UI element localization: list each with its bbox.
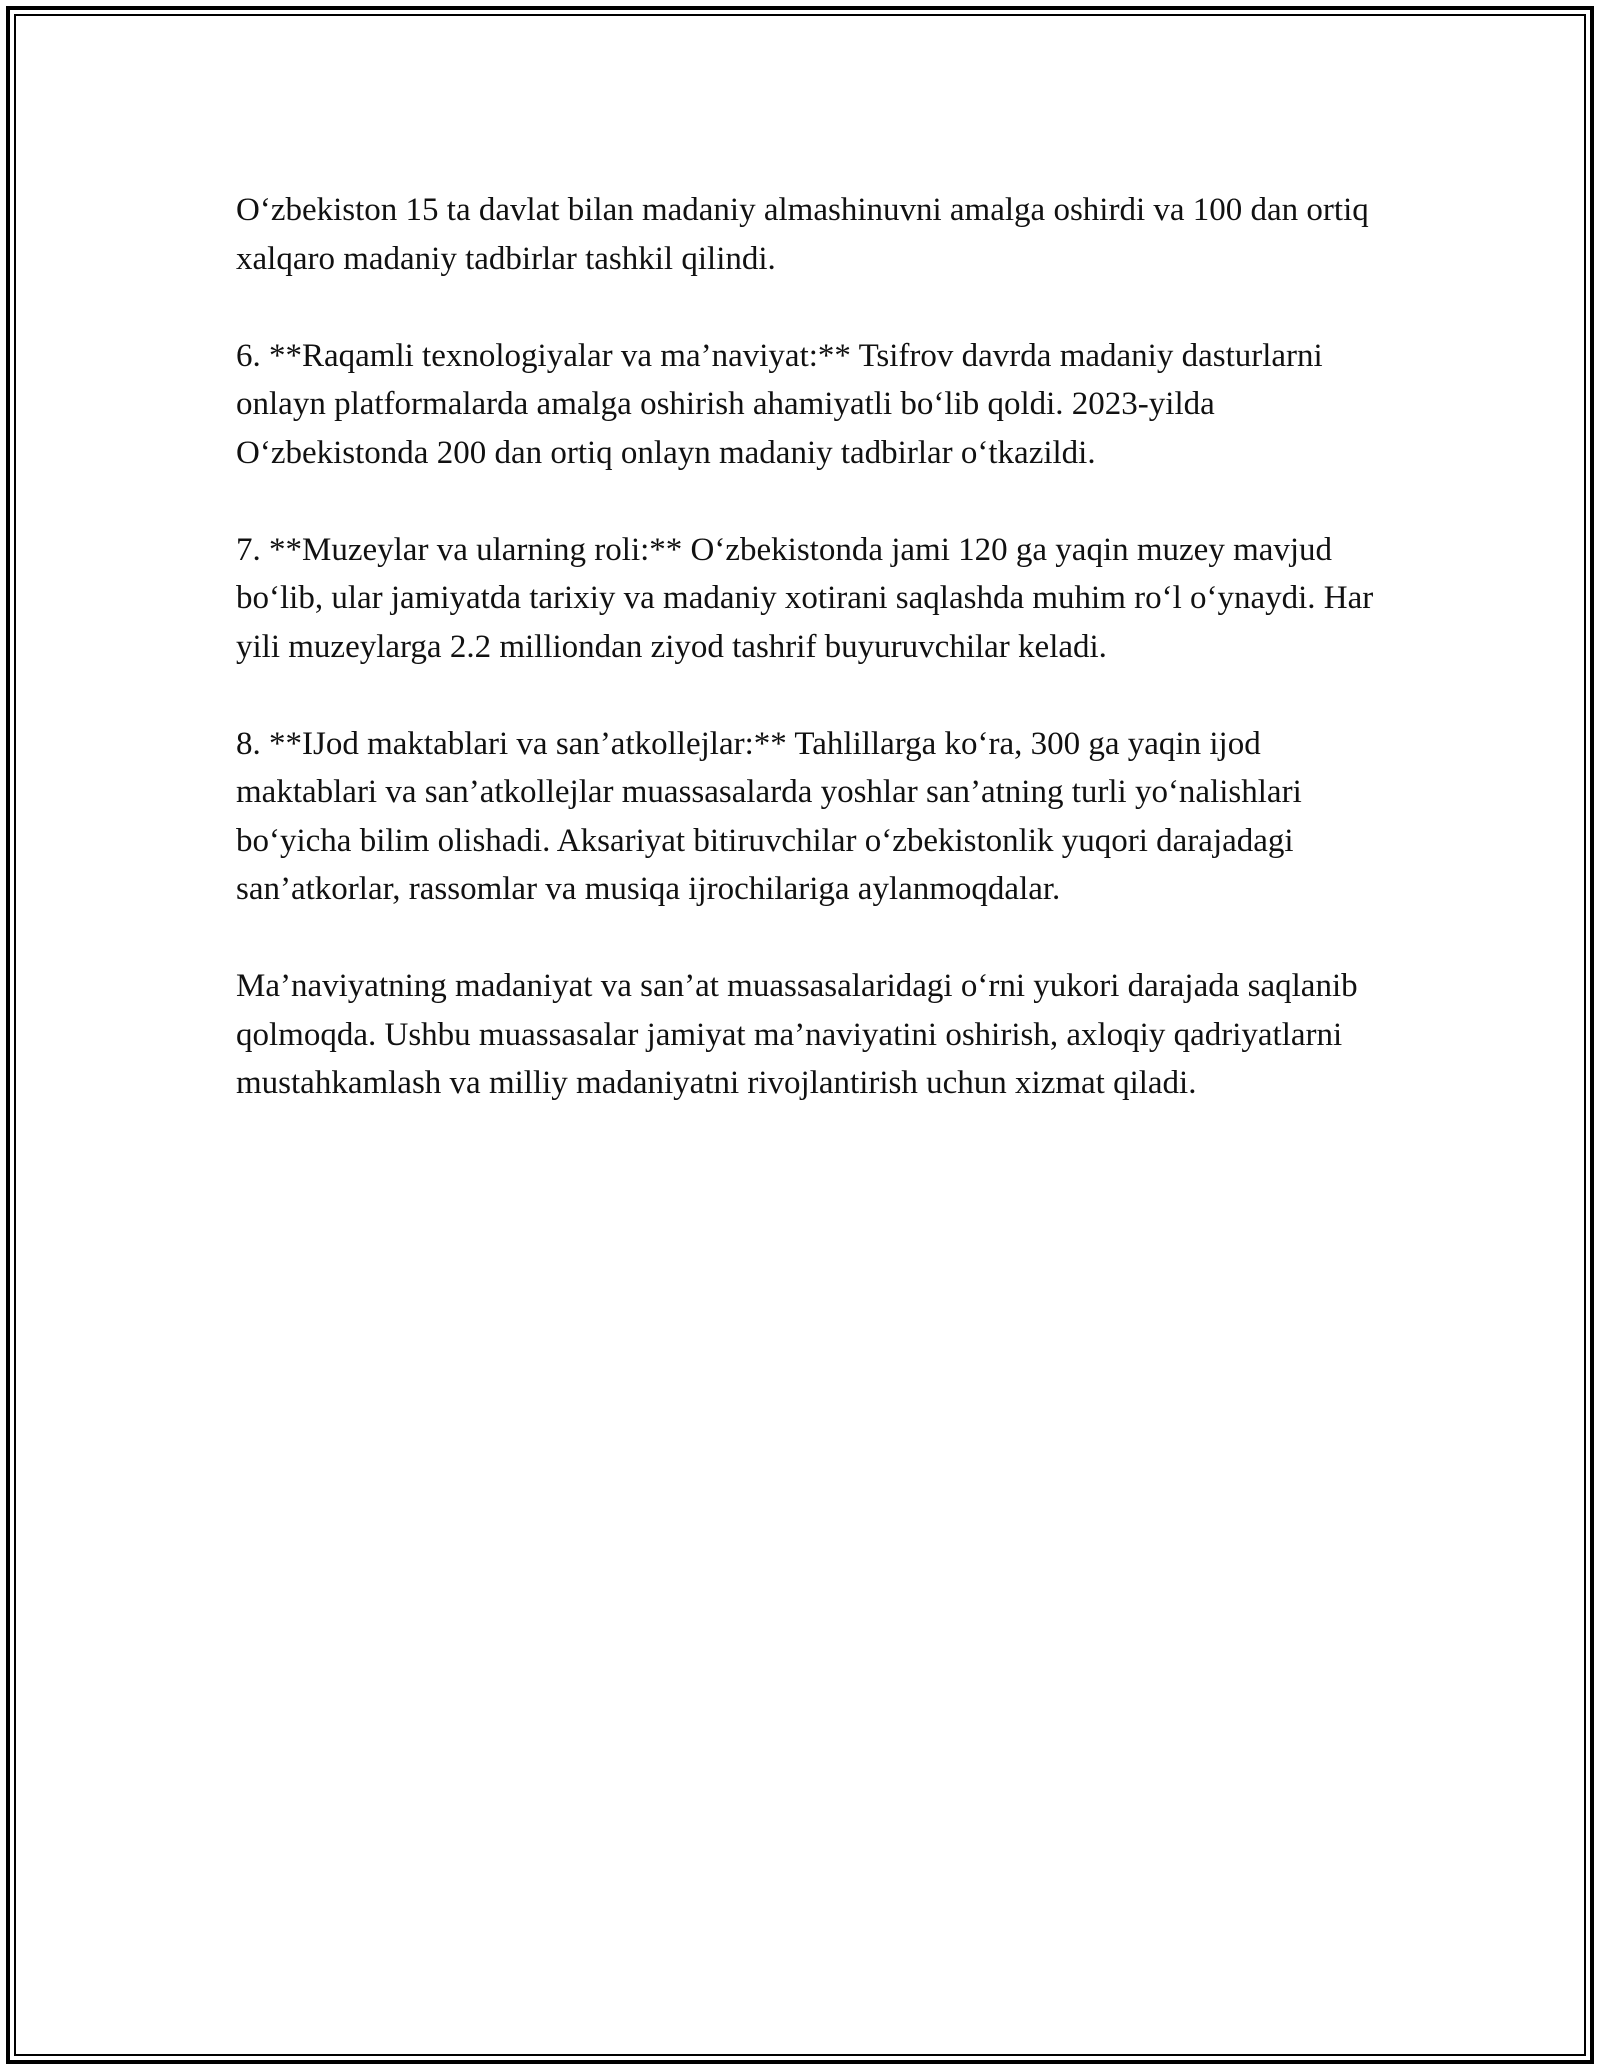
paragraph-intro: O‘zbekiston 15 ta davlat bilan madaniy almashinuvni amalga oshirdi va 100 dan ortiq xalqaro madaniy tadbirlar tashkil qilindi. bbox=[236, 192, 1369, 277]
paragraph-conclusion: Ma’naviyatning madaniyat va san’at muassasalaridagi o‘rni yukori darajada saqlanib qolmoqda. Ushbu muassasalar jamiyat ma’naviyatini oshirish, axloqiy qadriyatlarni mustahkamlash va milliy madaniyatni rivojlantirish uchun xizmat qiladi. bbox=[236, 968, 1358, 1101]
paragraph-item-7: 7. **Muzeylar va ularning roli:** O‘zbekistonda jami 120 ga yaqin muzey mavjud bo‘lib, ular jamiyatda tarixiy va madaniy xotirani saqlashda muhim ro‘l o‘ynaydi. Har yili muzeylarga 2.2 milliondan ziyod tashrif buyuruvchilar keladi. bbox=[236, 531, 1374, 665]
document-body bbox=[236, 186, 1376, 1108]
paragraph-item-6: 6. **Raqamli texnologiyalar va ma’naviyat:** Tsifrov davrda madaniy dasturlarni onlayn platformalarda amalga oshirish ahamiyatli bo‘lib qoldi. 2023-yilda O‘zbekistonda 200 dan ortiq onlayn madaniy tadbirlar o‘tkazildi. bbox=[236, 337, 1323, 471]
paragraph-item-8: 8. **IJod maktablari va san’atkollejlar:** Tahlillarga ko‘ra, 300 ga yaqin ijod maktablari va san’atkollejlar muassasalarda yoshlar san’atning turli yo‘nalishlari bo‘yicha bilim olishadi. Aksariyat bitiruvchilar o‘zbekistonlik yuqori darajadagi san’atkorlar, rassomlar va musiqa ijrochilariga aylanmoqdalar. bbox=[236, 725, 1302, 907]
